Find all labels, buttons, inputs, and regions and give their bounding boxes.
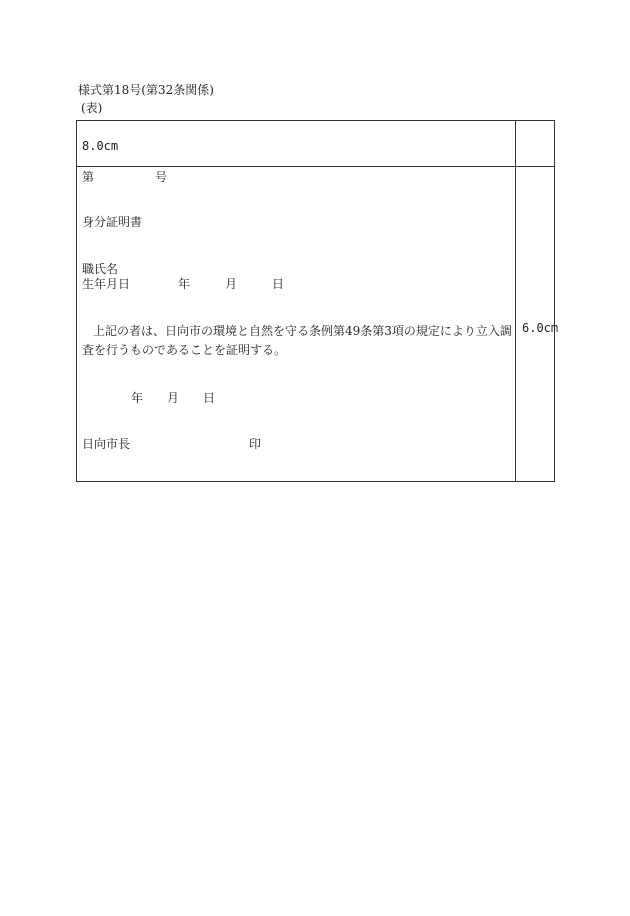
dimension-row-divider	[77, 166, 554, 167]
name-label: 職氏名	[82, 262, 119, 276]
height-dimension: 6.0cm	[522, 321, 559, 335]
mayor-label: 日向市長	[82, 437, 131, 451]
width-dimension: 8.0cm	[82, 139, 119, 153]
form-number: 様式第18号(第32条関係)	[78, 83, 214, 97]
issue-day-label: 日	[203, 391, 216, 405]
seal-label: 印	[249, 437, 262, 451]
dob-month-label: 月	[225, 277, 238, 291]
certificate-title: 身分証明書	[82, 215, 143, 229]
number-suffix: 号	[155, 170, 168, 184]
certification-statement: 上記の者は、日向市の環境と自然を守る条例第49条第3項の規定により立入調査を行うものであることを証明する。	[82, 324, 512, 357]
dimension-column-divider	[515, 121, 516, 481]
dob-year-label: 年	[178, 277, 191, 291]
dob-label: 生年月日	[82, 277, 131, 291]
side-label: (表)	[81, 101, 103, 115]
issue-year-label: 年	[131, 391, 144, 405]
number-prefix: 第	[82, 170, 95, 184]
id-card-frame	[76, 120, 559, 482]
issue-month-label: 月	[167, 391, 180, 405]
dob-day-label: 日	[272, 277, 285, 291]
